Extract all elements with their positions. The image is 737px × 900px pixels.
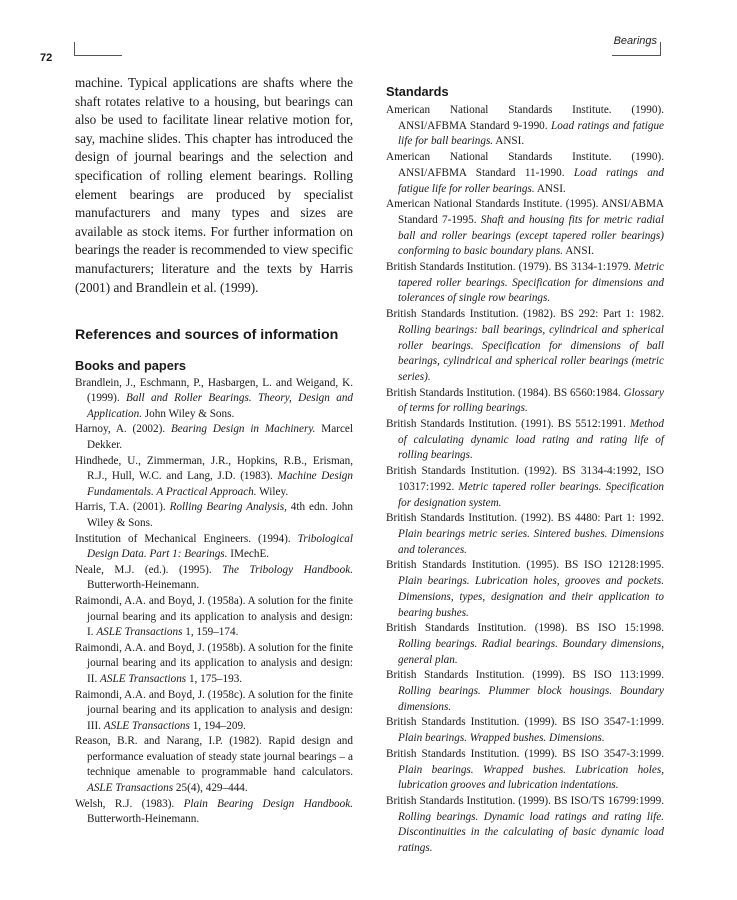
left-column — [75, 74, 353, 828]
reference-title: Ball and Roller Bearings. Theory, Design and Application. — [87, 392, 354, 420]
reference-text: Raimondi, A.A. and Boyd, J. (1958b). A solution for the finite journal bearing and its application to analysis and design: II. — [75, 641, 353, 685]
reference-publisher: 1, 175–193. — [186, 672, 243, 685]
reference-title: Plain bearings. Wrapped bushes. Lubrication holes, lubrication grooves and lubrication indentations. — [398, 763, 664, 792]
standard-reference — [386, 307, 664, 386]
reference-publisher: 4th edn. John Wiley & Sons. — [87, 501, 353, 529]
standard-reference — [386, 715, 664, 746]
reference-title: Method of calculating dynamic load rating and rating life of rolling bearings. — [398, 418, 664, 462]
reference-title: Tribological Design Data. Part 1: Bearings. — [87, 532, 353, 561]
reference-publisher: 1, 159–174. — [182, 626, 239, 639]
book-reference — [75, 734, 353, 796]
header-rule-left-tick — [74, 42, 75, 56]
reference-text: British Standards Institution. (1998). BS ISO 15:1998. — [386, 622, 664, 635]
reference-title: Glossary of terms for rolling bearings. — [398, 386, 664, 415]
reference-text: British Standards Institution. (1999). BS ISO/TS 16799:1999. — [386, 794, 664, 807]
standard-reference — [386, 794, 664, 857]
books-list — [75, 376, 353, 828]
reference-text: Harnoy, A. (2002). — [75, 423, 171, 436]
reference-text: Reason, B.R. and Narang, I.P. (1982). Rapid design and performance evaluation of steady state journal bearings – a technique amenable to programmable hand calculators. — [75, 735, 353, 779]
header-rule-right-tick — [660, 42, 661, 56]
book-reference — [75, 594, 353, 641]
right-column — [386, 84, 664, 857]
standard-reference — [386, 197, 664, 260]
book-reference — [75, 797, 353, 828]
reference-text: British Standards Institution. (1999). BS ISO 3547-1:1999. — [386, 716, 664, 729]
reference-text: British Standards Institution. (1984). BS 6560:1984. — [386, 386, 624, 399]
book-reference — [75, 422, 353, 453]
book-reference — [75, 454, 353, 501]
reference-title: Rolling bearings. Dynamic load ratings and rating life. Discontinuities in the calculating of basic dynamic load ratings. — [398, 810, 664, 855]
standard-reference — [386, 621, 664, 668]
reference-text: British Standards Institution. (1999). BS ISO 3547-3:1999. — [386, 747, 664, 760]
standards-heading: Standards — [386, 84, 449, 99]
reference-publisher: ANSI. — [493, 135, 525, 148]
reference-text: Brandlein, J., Eschmann, P., Hasbargen, L. and Weigand, K. (1999). — [75, 376, 353, 405]
header-rule-right — [612, 55, 660, 56]
standards-list — [386, 103, 664, 857]
reference-text: American National Standards Institute. (1990). ANSI/AFBMA Standard 9-1990. — [386, 104, 664, 132]
book-reference — [75, 500, 353, 531]
standard-reference — [386, 558, 664, 621]
reference-title: Machine Design Fundamentals. A Practical Approach. — [87, 470, 353, 498]
reference-title: Rolling bearings. Radial bearings. Boundary dimensions, general plan. — [398, 637, 664, 666]
references-heading: References and sources of information — [75, 327, 339, 344]
reference-text: Harris, T.A. (2001). — [75, 501, 170, 514]
reference-title: Plain bearings. Lubrication holes, grooves and pockets. Dimensions, types, designation and their application to bearing bushes. — [398, 575, 664, 619]
standard-reference — [386, 103, 664, 150]
reference-text: Raimondi, A.A. and Boyd, J. (1958c). A solution for the finite journal bearing and its application to analysis and design: III. — [75, 688, 353, 732]
reference-publisher: 25(4), 429–444. — [173, 782, 248, 795]
reference-title: Load ratings and fatigue life for ball bearings. — [398, 119, 664, 148]
reference-publisher: Butterworth-Heinemann. — [87, 813, 200, 826]
reference-title: Metric tapered roller bearings. Specification for dimensions and tolerances of single row bearings. — [398, 261, 664, 305]
book-reference — [75, 532, 353, 563]
reference-title: ASLE Transactions — [100, 672, 187, 685]
reference-text: Hindhede, U., Zimmerman, J.R., Hopkins, R.B., Erisman, R.J., Hull, W.C. and Lang, J.D. (1983). — [75, 454, 353, 483]
reference-text: British Standards Institution. (1979). BS 3134-1:1979. — [386, 261, 635, 274]
standard-reference — [386, 668, 664, 715]
reference-title: Rolling bearings: ball bearings, cylindrical and spherical roller bearings. Specification for dimensions of ball bearings, cylindrical and spherical roller bearings (metric series). — [398, 323, 664, 383]
reference-text: British Standards Institution. (1999). BS ISO 113:1999. — [386, 669, 664, 682]
reference-text: British Standards Institution. (1982). BS 292: Part 1: 1982. — [386, 308, 664, 321]
reference-text: British Standards Institution. (1992). BS 3134-4:1992, ISO 10317:1992. — [386, 465, 664, 493]
reference-text: Raimondi, A.A. and Boyd, J. (1958a). A solution for the finite journal bearing and its application to analysis and design: I. — [75, 594, 353, 639]
reference-title: ASLE Transactions — [87, 782, 174, 795]
reference-publisher: IMechE. — [227, 548, 270, 561]
book-reference — [75, 563, 353, 594]
reference-publisher: John Wiley & Sons. — [142, 407, 235, 420]
reference-title: ASLE Transactions — [96, 626, 183, 639]
standard-reference — [386, 386, 664, 417]
reference-publisher: ANSI. — [563, 245, 595, 258]
book-reference — [75, 641, 353, 688]
reference-text: American National Standards Institute. (1990). ANSI/AFBMA Standard 11-1990. — [386, 151, 664, 179]
standard-reference — [386, 260, 664, 307]
standard-reference — [386, 150, 664, 197]
reference-title: ASLE Transactions — [103, 719, 190, 732]
reference-title: Plain bearings metric series. Sintered bushes. Dimensions and tolerances. — [398, 527, 664, 556]
reference-publisher: Wiley. — [256, 485, 289, 498]
reference-text: Institution of Mechanical Engineers. (1994). — [75, 532, 298, 545]
reference-publisher: 1, 194–209. — [189, 719, 246, 732]
books-heading: Books and papers — [75, 357, 186, 373]
reference-title: Metric tapered roller bearings. Specification for designation system. — [398, 480, 665, 509]
reference-title: Plain Bearing Design Handbook. — [183, 797, 353, 810]
book-reference — [75, 688, 353, 735]
reference-publisher: Marcel Dekker. — [87, 423, 353, 451]
reference-title: Rolling Bearing Analysis, — [169, 501, 287, 514]
reference-title: Plain bearings. Wrapped bushes. Dimensions. — [398, 732, 605, 745]
reference-text: American National Standards Institute. (1995). ANSI/ABMA Standard 7-1995. — [386, 198, 664, 226]
standard-reference — [386, 464, 664, 511]
standard-reference — [386, 511, 664, 558]
intro-paragraph: machine. Typical applications are shafts where the shaft rotates relative to a housing, but bearings can also be used to facilitate linear relative motion for, say, machine slides. This chapter has introduced the design of journal bearings and the selection and specification of rolling element bearings. Rolling element bearings are produced by specialist manufacturers and many types and sizes are available as stock items. For further information on bearings the reader is recommended to view specific manufacturers; literature and the texts by Harris (2001) and Brandlein et al. (1999). — [75, 75, 353, 295]
reference-text: British Standards Institution. (1991). BS 5512:1991. — [386, 418, 630, 431]
reference-text: Welsh, R.J. (1983). — [75, 797, 184, 810]
reference-text: British Standards Institution. (1995). BS ISO 12128:1995. — [386, 559, 664, 572]
standard-reference — [386, 417, 664, 464]
reference-text: British Standards Institution. (1992). BS 4480: Part 1: 1992. — [386, 512, 664, 525]
standard-reference — [386, 747, 664, 794]
reference-title: Bearing Design in Machinery. — [170, 423, 316, 436]
reference-title: Rolling bearings. Plummer block housings. Boundary dimensions. — [398, 685, 664, 713]
reference-title: Load ratings and fatigue life for roller bearings. — [398, 166, 664, 195]
book-reference — [75, 376, 353, 423]
page-number: 72 — [40, 52, 53, 64]
reference-publisher: Butterworth-Heinemann. — [87, 579, 200, 592]
reference-text: Neale, M.J. (ed.). (1995). — [75, 563, 223, 576]
running-head: Bearings — [613, 35, 657, 47]
reference-publisher: ANSI. — [534, 182, 566, 195]
reference-title: The Tribology Handbook. — [222, 563, 353, 576]
header-rule-left — [74, 55, 122, 56]
reference-title: Shaft and housing fits for metric radial ball and roller bearings (except tapered roller bearings) conforming to basic boundary plans. — [398, 213, 664, 258]
